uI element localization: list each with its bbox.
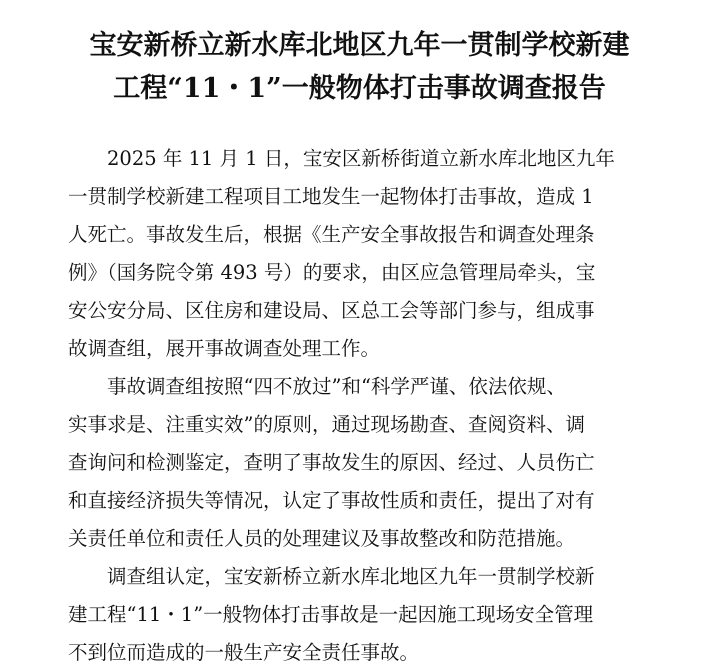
paragraph-3-line-3: 不到位而造成的一般生产安全责任事故。 (68, 641, 420, 664)
report-body (68, 140, 651, 672)
report-title (68, 24, 651, 110)
paragraph-3-line-1: 调查组认定，宝安新桥立新水库北地区九年一贯制学校新 (107, 565, 595, 588)
paragraph-1-line-5: 安公安分局、区住房和建设局、区总工会等部门参与，组成事 (68, 299, 595, 322)
paragraph-2-line-2: 实事求是、注重实效”的原则，通过现场勘查、查阅资料、调 (68, 413, 585, 436)
paragraph-1-line-1: 2025 年 11 月 1 日，宝安区新桥街道立新水库北地区九年 (107, 147, 615, 170)
paragraph-2-line-1: 事故调查组按照“四不放过”和“科学严谨、依法依规、 (107, 375, 566, 398)
paragraph-1-line-6: 故调查组，展开事故调查处理工作。 (68, 337, 381, 360)
title-line-1: 宝安新桥立新水库北地区九年一贯制学校新建 (89, 30, 630, 61)
paragraph-2-line-4: 和直接经济损失等情况，认定了事故性质和责任，提出了对有 (68, 489, 595, 512)
paragraph-1-line-4: 例》（国务院令第 493 号）的要求，由区应急管理局牵头，宝 (68, 261, 596, 284)
paragraph-1-line-2: 一贯制学校新建工程项目工地发生一起物体打击事故，造成 1 (68, 185, 594, 208)
paragraph-2-line-3: 查询问和检测鉴定，查明了事故发生的原因、经过、人员伤亡 (68, 451, 595, 474)
title-line-2: 工程“11・1”一般物体打击事故调查报告 (113, 73, 606, 104)
paragraph-2-line-5: 关责任单位和责任人员的处理建议及事故整改和防范措施。 (68, 527, 576, 550)
paragraph-1-line-3: 人死亡。事故发生后，根据《生产安全事故报告和调查处理条 (68, 223, 595, 246)
paragraph-3-line-2: 建工程“11・1”一般物体打击事故是一起因施工现场安全管理 (68, 603, 594, 626)
paragraph-1 (68, 140, 651, 368)
paragraph-2 (68, 368, 651, 558)
